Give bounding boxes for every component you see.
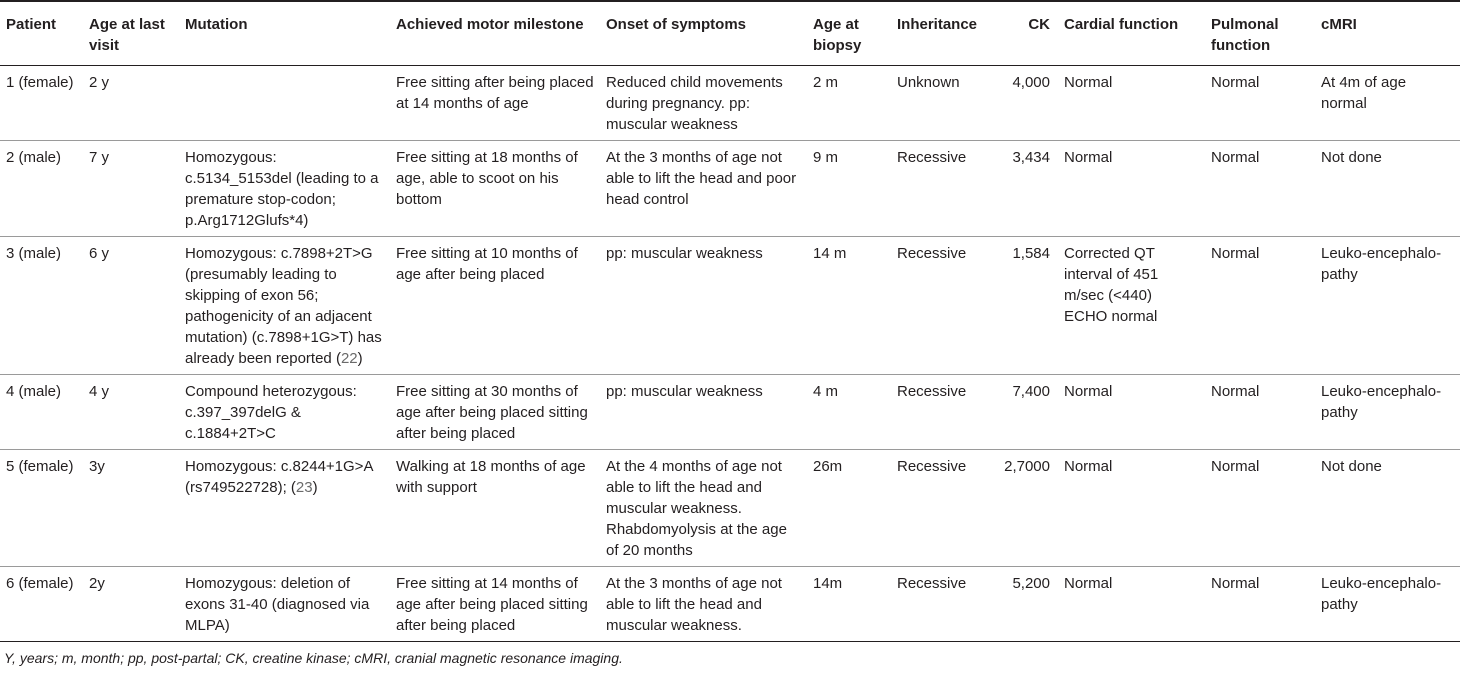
reference-link[interactable]: 22 (340, 350, 358, 367)
cell-onset: Reduced child movements during pregnancy. pp: muscular weakness (600, 66, 807, 141)
cell-age-last-visit: 7 y (83, 141, 179, 237)
mutation-tail: ) (357, 350, 363, 367)
cell-age-biopsy: 2 m (807, 66, 891, 141)
cell-onset: pp: muscular weakness (600, 237, 807, 375)
cell-pulmonal: Normal (1205, 567, 1315, 642)
header-onset: Onset of symptoms (600, 1, 807, 66)
header-age-biopsy: Age at biopsy (807, 1, 891, 66)
cell-age-last-visit: 6 y (83, 237, 179, 375)
cell-ck: 1,584 (992, 237, 1058, 375)
header-patient: Patient (0, 1, 83, 66)
header-cmri: cMRI (1315, 1, 1460, 66)
header-ck: CK (992, 1, 1058, 66)
cell-pulmonal: Normal (1205, 450, 1315, 567)
cell-patient: 5 (female) (0, 450, 83, 567)
cell-motor-milestone: Free sitting at 18 months of age, able to scoot on his bottom (390, 141, 600, 237)
cell-cmri: Leuko-encephalo-pathy (1315, 237, 1460, 375)
cell-age-last-visit: 3y (83, 450, 179, 567)
cell-pulmonal: Normal (1205, 237, 1315, 375)
cell-onset: pp: muscular weakness (600, 375, 807, 450)
cell-patient: 6 (female) (0, 567, 83, 642)
cell-inheritance: Recessive (891, 375, 992, 450)
cell-cmri: Not done (1315, 450, 1460, 567)
cell-cmri: Leuko-encephalo-pathy (1315, 567, 1460, 642)
table-body (0, 66, 1460, 642)
table-row (0, 66, 1460, 141)
header-pulmonal: Pulmonal function (1205, 1, 1315, 66)
table-row (0, 375, 1460, 450)
cell-motor-milestone: Walking at 18 months of age with support (390, 450, 600, 567)
table-row (0, 567, 1460, 642)
cell-age-biopsy: 9 m (807, 141, 891, 237)
cell-patient: 2 (male) (0, 141, 83, 237)
header-inheritance: Inheritance (891, 1, 992, 66)
cell-motor-milestone: Free sitting at 14 months of age after being placed sitting after being placed (390, 567, 600, 642)
cell-mutation: Homozygous: c.5134_5153del (leading to a premature stop-codon; p.Arg1712Glufs*4) (179, 141, 390, 237)
cell-pulmonal: Normal (1205, 375, 1315, 450)
cell-onset: At the 3 months of age not able to lift the head and poor head control (600, 141, 807, 237)
header-mutation: Mutation (179, 1, 390, 66)
cell-ck: 5,200 (992, 567, 1058, 642)
cell-patient: 4 (male) (0, 375, 83, 450)
table-row (0, 450, 1460, 567)
table-row (0, 141, 1460, 237)
cell-cardial: Normal (1058, 66, 1205, 141)
cell-age-biopsy: 14 m (807, 237, 891, 375)
header-age-last-visit: Age at last visit (83, 1, 179, 66)
cell-cmri: At 4m of age normal (1315, 66, 1460, 141)
cell-inheritance: Recessive (891, 141, 992, 237)
cell-cardial: Normal (1058, 450, 1205, 567)
reference-link[interactable]: 23 (295, 479, 313, 496)
cell-cardial: Corrected QT interval of 451 m/sec (<440) ECHO normal (1058, 237, 1205, 375)
cell-age-last-visit: 2y (83, 567, 179, 642)
cell-onset: At the 4 months of age not able to lift the head and muscular weakness. Rhabdomyolysis at the age of 20 months (600, 450, 807, 567)
cell-onset: At the 3 months of age not able to lift the head and muscular weakness. (600, 567, 807, 642)
table-header (0, 1, 1460, 66)
cell-mutation: Compound heterozygous: c.397_397delG & c.1884+2T>C (179, 375, 390, 450)
cell-age-last-visit: 4 y (83, 375, 179, 450)
table-row (0, 237, 1460, 375)
cell-cmri: Leuko-encephalo-pathy (1315, 375, 1460, 450)
cell-mutation (179, 450, 390, 567)
mutation-text: Homozygous: c.8244+1G>A (rs749522728); ( (185, 458, 373, 496)
cell-patient: 1 (female) (0, 66, 83, 141)
cell-cardial: Normal (1058, 567, 1205, 642)
cell-age-biopsy: 26m (807, 450, 891, 567)
table-footnote: Y, years; m, month; pp, post-partal; CK, creatine kinase; cMRI, cranial magnetic resonance imaging. (4, 650, 623, 666)
cell-inheritance: Recessive (891, 237, 992, 375)
cell-motor-milestone: Free sitting at 10 months of age after being placed (390, 237, 600, 375)
cell-pulmonal: Normal (1205, 66, 1315, 141)
mutation-tail: ) (312, 479, 318, 496)
cell-age-last-visit: 2 y (83, 66, 179, 141)
cell-motor-milestone: Free sitting at 30 months of age after being placed sitting after being placed (390, 375, 600, 450)
cell-age-biopsy: 4 m (807, 375, 891, 450)
cell-cmri: Not done (1315, 141, 1460, 237)
cell-ck: 4,000 (992, 66, 1058, 141)
cell-inheritance: Unknown (891, 66, 992, 141)
mutation-text: Homozygous: c.7898+2T>G (presumably leading to skipping of exon 56; pathogenicity of an adjacent mutation) (c.7898+1G>T) has already been reported ( (185, 245, 382, 367)
cell-mutation (179, 66, 390, 141)
cell-patient: 3 (male) (0, 237, 83, 375)
cell-cardial: Normal (1058, 375, 1205, 450)
cell-cardial: Normal (1058, 141, 1205, 237)
cell-ck: 3,434 (992, 141, 1058, 237)
cell-ck: 2,7000 (992, 450, 1058, 567)
cell-mutation (179, 237, 390, 375)
cell-inheritance: Recessive (891, 567, 992, 642)
cell-motor-milestone: Free sitting after being placed at 14 months of age (390, 66, 600, 141)
header-motor-milestone: Achieved motor milestone (390, 1, 600, 66)
cell-pulmonal: Normal (1205, 141, 1315, 237)
header-cardial: Cardial function (1058, 1, 1205, 66)
cell-mutation: Homozygous: deletion of exons 31-40 (diagnosed via MLPA) (179, 567, 390, 642)
cell-age-biopsy: 14m (807, 567, 891, 642)
cell-inheritance: Recessive (891, 450, 992, 567)
cell-ck: 7,400 (992, 375, 1058, 450)
